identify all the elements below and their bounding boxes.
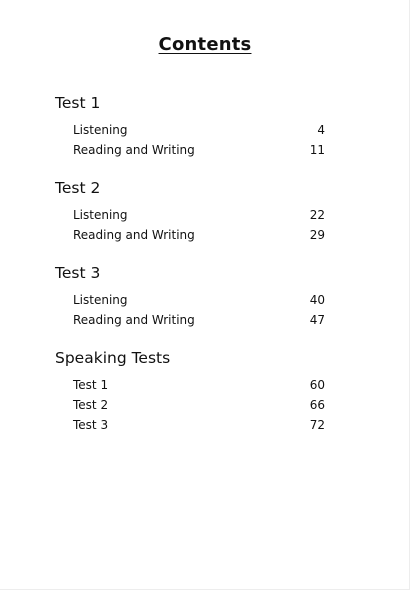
entry-page-number: 66 (309, 398, 325, 412)
toc-section-test-1 (55, 93, 327, 160)
toc-entry[interactable] (73, 395, 327, 415)
entry-label: Test 3 (73, 418, 109, 432)
toc-entry[interactable] (73, 310, 327, 330)
entry-page-number: 4 (317, 123, 325, 137)
entry-label: Test 2 (73, 398, 109, 412)
entry-label: Reading and Writing (73, 313, 195, 327)
section-heading: Test 2 (55, 179, 101, 197)
toc-entry[interactable] (73, 205, 327, 225)
entry-page-number: 47 (309, 313, 325, 327)
page-title: Contents (158, 34, 252, 55)
entry-label: Listening (73, 293, 128, 307)
entry-label: Listening (73, 123, 128, 137)
toc-entry[interactable] (73, 120, 327, 140)
entry-page-number: 60 (309, 378, 325, 392)
section-heading: Speaking Tests (55, 349, 171, 367)
entry-label: Reading and Writing (73, 143, 195, 157)
toc-section-speaking-tests (55, 348, 327, 435)
entry-page-number: 72 (309, 418, 325, 432)
toc-section-test-3 (55, 263, 327, 330)
entry-label: Test 1 (73, 378, 109, 392)
entry-label: Reading and Writing (73, 228, 195, 242)
toc-entry[interactable] (73, 225, 327, 245)
section-heading: Test 3 (55, 264, 101, 282)
section-heading: Test 1 (55, 94, 101, 112)
toc-entry[interactable] (73, 140, 327, 160)
entry-page-number: 22 (309, 208, 325, 222)
toc-section-test-2 (55, 178, 327, 245)
entry-label: Listening (73, 208, 128, 222)
toc-entry[interactable] (73, 415, 327, 435)
toc-entry[interactable] (73, 290, 327, 310)
entry-page-number: 11 (309, 143, 325, 157)
toc-entry[interactable] (73, 375, 327, 395)
entry-page-number: 40 (309, 293, 325, 307)
entry-page-number: 29 (309, 228, 325, 242)
